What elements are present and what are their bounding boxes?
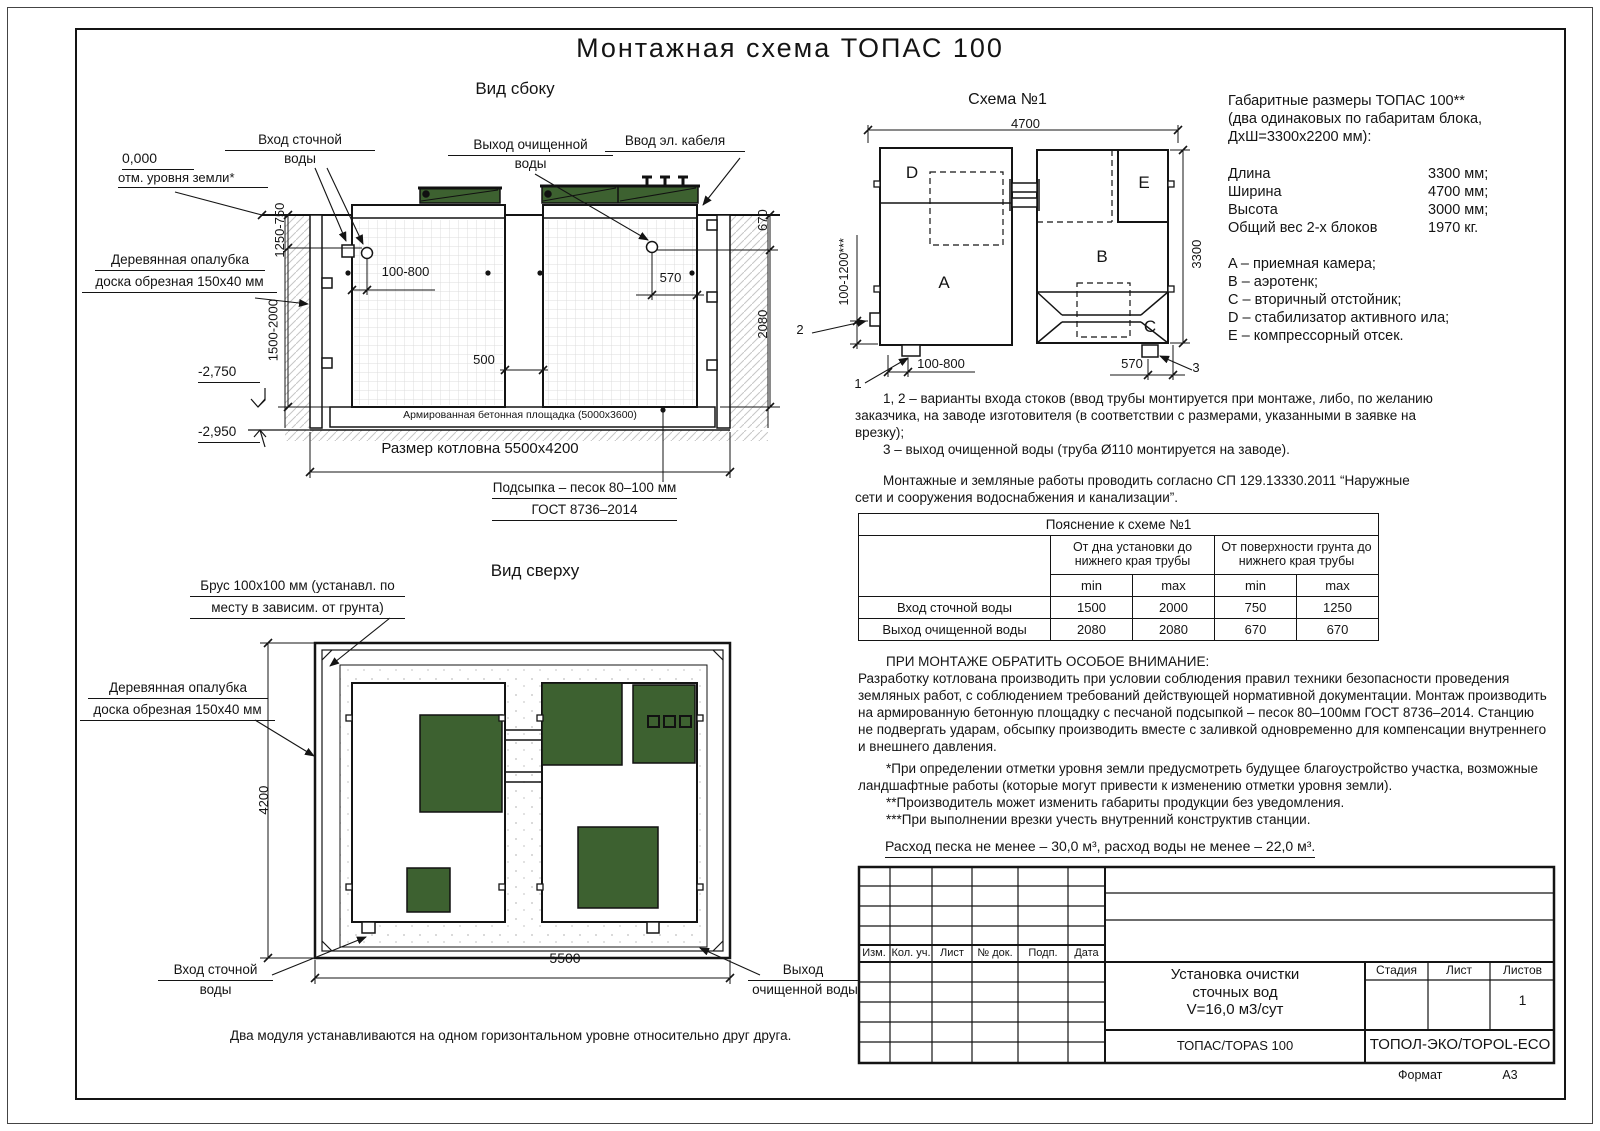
stamp-col-koluch: Кол. уч.: [891, 947, 931, 959]
dim-2080: 2080: [754, 309, 770, 339]
table-row: Выход очищенной воды 2080 2080 670 670: [859, 619, 1379, 641]
schema-dashed-c: [1077, 283, 1130, 337]
cable-label: Ввод эл. кабеля: [605, 133, 745, 152]
table-max-header: max: [1133, 575, 1215, 597]
stamp-project-line1: Установка очистки: [1170, 966, 1300, 983]
schema-block-a-label: A: [938, 273, 950, 292]
zero-level-label: 0,000: [122, 150, 194, 170]
formwork-label-line1: Деревянная опалубка: [95, 252, 265, 271]
stamp-col-data: Дата: [1074, 947, 1099, 959]
pit-size-label: Размер котловна 5500х4200: [381, 440, 579, 457]
outlet-label-line1: Выход очищенной: [448, 137, 613, 156]
attention-body: Разработку котлована производить при условии соблюдения правил техники безопасности проведения земляных работ, с соблюдением требований действующей нормативной документации. Монтаж производить на армированную бетонную площадку с песчаной подсыпкой – песок 80–100мм ГОСТ 8736–2014. Станцию не подвергать ударам, обсыпку производить вместе с заливкой одновременно для компенсации внутреннего и внешнего давления.: [858, 671, 1547, 754]
schema-block-d-label: D: [905, 163, 919, 182]
stamp-company: ТОПОЛ-ЭКО/TOPOL-ECO: [1369, 1036, 1551, 1053]
level-minus-2750: -2,750: [198, 364, 260, 383]
explanation-table: [858, 513, 1379, 641]
overall-line3: ДхШ=3300х2200 мм):: [1228, 129, 1372, 145]
schema-block-b-label: B: [1096, 247, 1108, 266]
top-view-title: Вид сверху: [490, 561, 580, 580]
footnote: **Производитель может изменить габариты продукции без уведомления.: [886, 795, 1345, 810]
attention-title: ПРИ МОНТАЖЕ ОБРАТИТЬ ОСОБОЕ ВНИМАНИЕ:: [886, 654, 1210, 669]
stamp-col-izm: Изм.: [862, 947, 886, 959]
consumption-note: Расход песка не менее – 30,0 м³, расход воды не менее – 22,0 м³.: [885, 838, 1315, 858]
tv-formwork-label-line2: доска обрезная 150х40 мм: [80, 702, 275, 721]
schema-dim-4700: 4700: [1011, 116, 1040, 131]
overall-line1: Габаритные размеры ТОПАС 100**: [1228, 93, 1465, 109]
schema-drawing: [790, 95, 1240, 405]
page-title: Монтажная схема ТОПАС 100: [576, 33, 1004, 63]
stamp-project-line2: сточных вод: [1192, 984, 1278, 1001]
inlet-stub: [342, 245, 354, 257]
outlet-label-line2: воды: [514, 156, 547, 171]
note-outlet: 3 – выход очищенной воды (труба Ø110 монтируется на заводе).: [883, 442, 1290, 457]
tv-dim-5500: 5500: [549, 950, 581, 966]
schema-title: Схема №1: [968, 91, 1047, 108]
tank-left: [352, 205, 505, 407]
modules-note: Два модуля устанавливаются на одном горизонтальном уровне относительно друг друга.: [230, 1028, 792, 1043]
stamp-sheets-value: 1: [1518, 992, 1527, 1008]
legend-item: E – компрессорный отсек.: [1228, 328, 1404, 344]
tv-inlet-stub: [362, 922, 375, 933]
overall-row: Длина 3300 мм;: [1228, 166, 1489, 182]
attention-block: [858, 653, 1548, 755]
stamp-project-line3: V=16,0 м3/сут: [1186, 1001, 1284, 1018]
formwork-label-line2: доска обрезная 150х40 мм: [82, 274, 277, 293]
sand-label-line1: Подсыпка – песок 80–100 мм: [492, 480, 677, 499]
ground-level-label: отм. уровня земли*: [118, 170, 268, 188]
schema-dim-3300: 3300: [1188, 239, 1204, 269]
footnotes-block: [858, 760, 1548, 828]
schema-side-stub: [870, 313, 880, 326]
schema-dashed-d: [930, 172, 1003, 245]
format-value: А3: [1502, 1068, 1518, 1082]
stamp-col-podp: Подп.: [1028, 947, 1058, 959]
table-corner-cell: [859, 536, 1051, 597]
legend-item: D – стабилизатор активного ила;: [1228, 310, 1450, 326]
tv-inlet-label-line2: воды: [199, 982, 232, 997]
legend-item: C – вторичный отстойник;: [1228, 292, 1402, 308]
overall-row: Общий вес 2-х блоков 1970 кг.: [1228, 220, 1479, 236]
schema-marker-1: 1: [854, 376, 862, 391]
table-group1-header: От дна установки до нижнего края трубы: [1051, 536, 1215, 575]
outlet-pipe: [647, 242, 658, 253]
tv-inlet-label-line1: Вход сточной: [158, 962, 273, 981]
table-title: Пояснение к схеме №1: [859, 514, 1379, 536]
stamp-sheet-header: Лист: [1445, 963, 1473, 977]
schema-pipes: [1010, 179, 1039, 211]
stamp-model: ТОПАС/TOPAS 100: [1176, 1038, 1294, 1053]
inlet-label-line1: Вход сточной: [225, 132, 375, 151]
stamp-sheets-header: Листов: [1503, 963, 1542, 977]
tv-dim-4200: 4200: [255, 785, 271, 815]
schema-inlet-stub: [902, 345, 920, 356]
dim-gap-500: 500: [473, 352, 495, 367]
table-max-header: max: [1297, 575, 1379, 597]
beam-label-line1: Брус 100х100 мм (устанавл. по: [190, 578, 405, 597]
schema-notes: [855, 390, 1440, 506]
tank-right: [543, 205, 697, 407]
tv-outlet-label-line2: очищенной воды: [752, 982, 858, 997]
stamp-col-ndok: № док.: [977, 947, 1013, 959]
level-minus-2950: -2,950: [198, 424, 260, 443]
tv-outlet-stub: [647, 922, 659, 933]
dim-inlet-offset: 100-800: [381, 264, 430, 279]
dim-outlet-570: 570: [659, 270, 682, 285]
overall-line2: (два одинаковых по габаритам блока,: [1228, 111, 1483, 127]
legend-item: A – приемная камера;: [1228, 256, 1376, 272]
overall-dimensions-block: [1228, 92, 1508, 345]
overall-row: Ширина 4700 мм;: [1228, 184, 1489, 200]
dim-depth-lower: 1500-2000: [265, 299, 281, 362]
concrete-pad-label: Армированная бетонная площадка (5000х3600): [403, 409, 637, 421]
beam-label-line2: месту в зависим. от грунта): [190, 600, 405, 619]
sand-label-line2: ГОСТ 8736–2014: [492, 502, 677, 521]
schema-marker-3: 3: [1192, 360, 1200, 375]
schema-dim-570: 570: [1121, 356, 1143, 371]
side-view-title: Вид сбоку: [475, 79, 555, 98]
overall-row: Высота 3000 мм;: [1228, 202, 1489, 218]
schema-marker-2: 2: [796, 322, 804, 337]
table-row: Вход сточной воды 1500 2000 750 1250: [859, 597, 1379, 619]
format-label: Формат: [1398, 1068, 1443, 1082]
legend-item: B – аэротенк;: [1228, 274, 1318, 290]
schema-dim-100-1200: 100-1200***: [837, 238, 852, 306]
stamp-stage-header: Стадия: [1376, 963, 1417, 977]
tv-formwork-label-line1: Деревянная опалубка: [88, 680, 268, 699]
note-variants: 1, 2 – варианты входа стоков (ввод трубы монтируется при монтаже, либо, по желанию заказчика, на заводе изготовителя (в соответствии с размерами, указанными в заявке на врезку);: [855, 391, 1433, 440]
footnote: *При определении отметки уровня земли предусмотреть будущее благоустройство участка, возможные ландшафтные работы (которые могут привести к изменению отметки уровня земли).: [858, 761, 1539, 793]
table-min-header: min: [1215, 575, 1297, 597]
tv-outlet-label-line1: Выход: [748, 962, 858, 981]
stamp-col-list: Лист: [940, 947, 964, 959]
footnote: ***При выполнении врезки учесть внутренний конструктив станции.: [886, 812, 1311, 827]
table-min-header: min: [1051, 575, 1133, 597]
inlet-pipe: [362, 248, 373, 259]
schema-block-e-label: E: [1138, 173, 1150, 192]
schema-block-c-label: C: [1143, 317, 1157, 336]
dim-depth-upper: 1250-750: [271, 202, 287, 258]
schema-dim-100-800: 100-800: [917, 356, 965, 371]
table-group2-header: От поверхности грунта до нижнего края трубы: [1215, 536, 1379, 575]
note-works: Монтажные и земляные работы проводить согласно СП 129.13330.2011 “Наружные сети и сооружения водоснабжения и канализации”.: [855, 473, 1410, 505]
inlet-label-line2: воды: [284, 151, 316, 166]
dim-670: 670: [754, 209, 770, 231]
schema-leaders: [812, 321, 1192, 383]
